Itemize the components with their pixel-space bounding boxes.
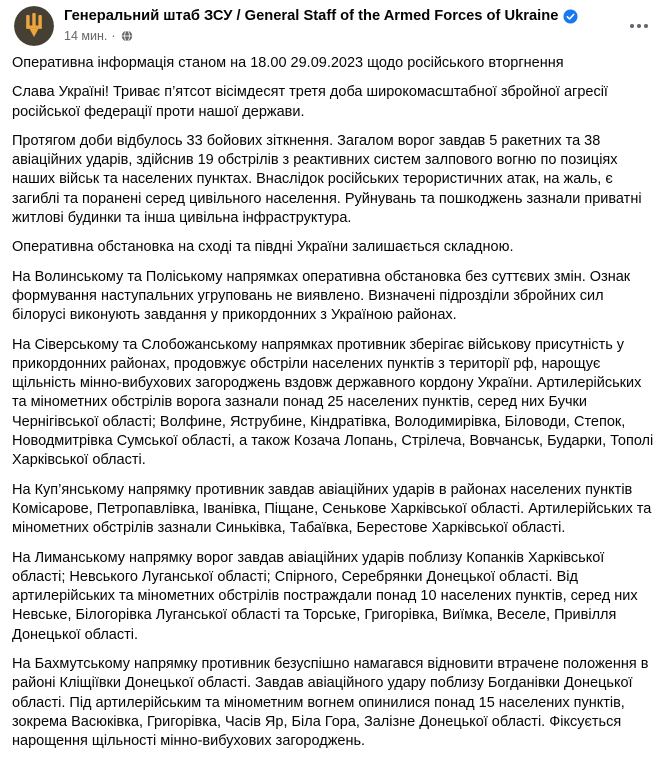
- header-info: [64, 6, 659, 44]
- verified-badge-icon: [563, 9, 578, 24]
- post-meta: [64, 28, 659, 44]
- post-paragraph: На Сіверському та Слобожанському напрямках противник зберігає військову присутність у прикордонних районах, продовжує обстріли населених пунктів з території рф, нарощує щільність мінно-вибухових загороджень вздовж державного кордону України. Артилерійських та мінометних обстрілів ворога зазнали понад 25 населених пунктів, серед них Бучки Чернігівської області; Волфине, Яструбине, Кіндратівка, Володимирівка, Біловоди, Степок, Новодмитрівка Сумської області, а також Козача Лопань, Стрілеча, Вовчанськ, Бударки, Тополі Харківської області.: [12, 336, 654, 469]
- post-paragraph: На Куп’янському напрямку противник завдав авіаційних ударів в районах населених пунктів Комісарове, Петропавлівка, Іванівка, Піщане, Сенькове Харківської області. Артилерійських та мінометних обстрілів зазнали Синьківка, Табаївка, Берестове Харківської області.: [12, 481, 652, 537]
- name-row: [64, 7, 659, 26]
- more-options-dots-icon: [630, 24, 634, 28]
- avatar[interactable]: [14, 6, 54, 46]
- trident-emblem-icon: [14, 6, 54, 46]
- post-paragraph: Оперативна обстановка на сході та півдні України залишається складною.: [12, 239, 514, 256]
- post-paragraph: Оперативна інформація станом на 18.00 29.09.2023 щодо російського вторгнення: [12, 55, 564, 71]
- post-header: [0, 0, 671, 50]
- timestamp[interactable]: 14 мин.: [64, 29, 108, 43]
- post-text: [0, 50, 671, 752]
- globe-public-icon: [121, 30, 133, 42]
- post-paragraph: Протягом доби відбулось 33 бойових зіткнення. Загалом ворог завдав 5 ракетних та 38 авіаційних ударів, здійснив 19 обстрілів з реактивних систем залпового вогню по позиціях наших військ та населених пунктах. Внаслідок російських терористичних атак, на жаль, є загиблі та поранені серед цивільного населення. Руйнувань та пошкоджень зазнали приватні житлові будинки та інша цивільна інфраструктура.: [12, 132, 642, 227]
- post-paragraph: Слава Україні! Триває п’ятсот вісімдесят третя доба широкомасштабної збройної агресії російської федерації проти нашої держави.: [12, 84, 608, 120]
- post-paragraph: На Волинському та Поліському напрямках оперативна обстановка без суттєвих змін. Ознак формування наступальних угруповань не виявлено. Визначені підрозділи збройних сил білорусі виконують завдання у прикордонних з Україною районах.: [12, 268, 631, 324]
- more-options-button[interactable]: [621, 8, 657, 44]
- meta-separator: ·: [111, 29, 116, 43]
- page-name-link[interactable]: Генеральний штаб ЗСУ / General Staff of the Armed Forces of Ukraine: [64, 8, 559, 24]
- post-paragraph: На Бахмутському напрямку противник безуспішно намагався відновити втрачене положення в районі Кліщіївки Донецької області. Завдав авіаційного удару поблизу Богданівки Донецької області. Під артилерійським та мінометним вогнем опинилися понад 15 населених пунктів, зокрема Васюківка, Григорівка, Часів Яр, Біла Гора, Залізне Донецької області. Фіксується нарощення щільності мінно-вибухових загороджень.: [12, 656, 649, 750]
- post-paragraph: На Лиманському напрямку ворог завдав авіаційних ударів поблизу Копанків Харківської області; Невського Луганської області; Спірного, Серебрянки Донецької області. Від артилерійських та мінометних обстрілів постраждали понад 10 населених пунктів, серед них Невське, Білогорівка Луганської області та Торське, Григорівка, Виїмка, Веселе, Привілля Донецької області.: [12, 549, 638, 643]
